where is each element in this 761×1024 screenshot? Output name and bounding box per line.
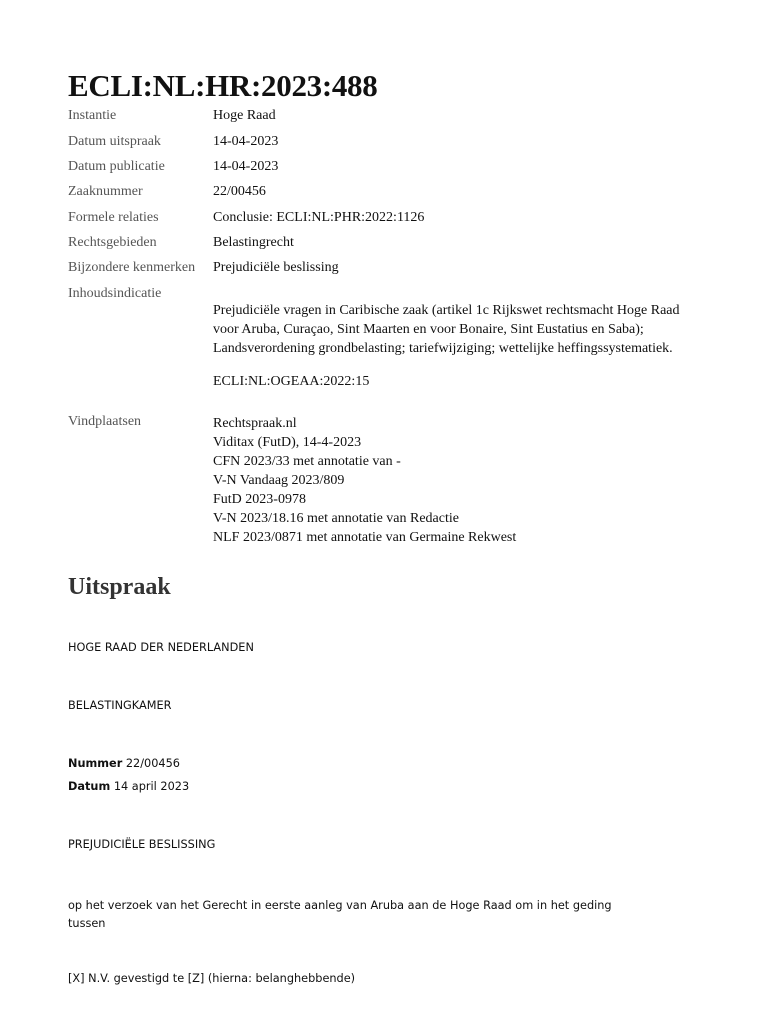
decision-type: PREJUDICIËLE BESLISSING: [68, 838, 216, 851]
value-bijzondere-kenmerken: Prejudiciële beslissing: [213, 260, 339, 275]
value-instantie: Hoge Raad: [213, 108, 276, 123]
value-zaaknummer: 22/00456: [213, 184, 266, 199]
label-rechtsgebieden: Rechtsgebieden: [68, 235, 157, 250]
label-inhoudsindicatie: Inhoudsindicatie: [68, 286, 162, 301]
inhoudsindicatie-line: Landsverordening grondbelasting; tariefwijziging; wettelijke heffingssystematiek.: [213, 341, 673, 356]
party-line: [X] N.V. gevestigd te [Z] (hierna: belanghebbende): [68, 972, 356, 985]
nummer-line: [68, 757, 180, 770]
value-formele-relaties[interactable]: Conclusie: ECLI:NL:PHR:2022:1126: [213, 210, 425, 225]
vindplaats-item[interactable]: Rechtspraak.nl: [213, 416, 297, 431]
nummer-value: 22/00456: [125, 757, 180, 770]
label-datum-uitspraak: Datum uitspraak: [68, 134, 161, 149]
value-datum-uitspraak: 14-04-2023: [213, 134, 279, 149]
vindplaats-item: V-N 2023/18.16 met annotatie van Redactie: [213, 511, 459, 526]
datum-line: [68, 780, 189, 793]
label-zaaknummer: Zaaknummer: [68, 184, 143, 199]
inhoudsindicatie-ecli[interactable]: ECLI:NL:OGEAA:2022:15: [213, 374, 370, 389]
inhoudsindicatie-text: [213, 301, 713, 358]
inhoudsindicatie-line: Prejudiciële vragen in Caribische zaak (artikel 1c Rijkswet rechtsmacht Hoge Raad: [213, 303, 680, 318]
vindplaats-item: FutD 2023-0978: [213, 492, 306, 507]
request-line: tussen: [68, 917, 106, 930]
vindplaats-item: V-N Vandaag 2023/809: [213, 473, 345, 488]
vindplaats-item: Viditax (FutD), 14-4-2023: [213, 435, 362, 450]
nummer-label: Nummer: [68, 757, 123, 770]
uitspraak-heading: Uitspraak: [68, 574, 171, 600]
court-name: HOGE RAAD DER NEDERLANDEN: [68, 641, 254, 654]
vindplaats-item: CFN 2023/33 met annotatie van -: [213, 454, 401, 469]
request-line: op het verzoek van het Gerecht in eerste aanleg van Aruba aan de Hoge Raad om in het geding: [68, 899, 612, 912]
request-text: [68, 897, 612, 933]
label-datum-publicatie: Datum publicatie: [68, 159, 165, 174]
inhoudsindicatie-line: voor Aruba, Curaçao, Sint Maarten en voor Bonaire, Sint Eustatius en Saba);: [213, 322, 644, 337]
vindplaats-item: NLF 2023/0871 met annotatie van Germaine Rekwest: [213, 530, 517, 545]
value-datum-publicatie: 14-04-2023: [213, 159, 279, 174]
datum-value: 14 april 2023: [113, 780, 190, 793]
label-vindplaatsen: Vindplaatsen: [68, 414, 142, 429]
label-instantie: Instantie: [68, 108, 117, 123]
datum-label: Datum: [68, 780, 111, 793]
vindplaatsen-list: [213, 414, 516, 547]
label-formele-relaties: Formele relaties: [68, 210, 159, 225]
value-rechtsgebieden: Belastingrecht: [213, 235, 294, 250]
chamber-name: BELASTINGKAMER: [68, 699, 172, 712]
label-bijzondere-kenmerken: Bijzondere kenmerken: [68, 260, 196, 275]
document-title: ECLI:NL:HR:2023:488: [68, 68, 378, 103]
